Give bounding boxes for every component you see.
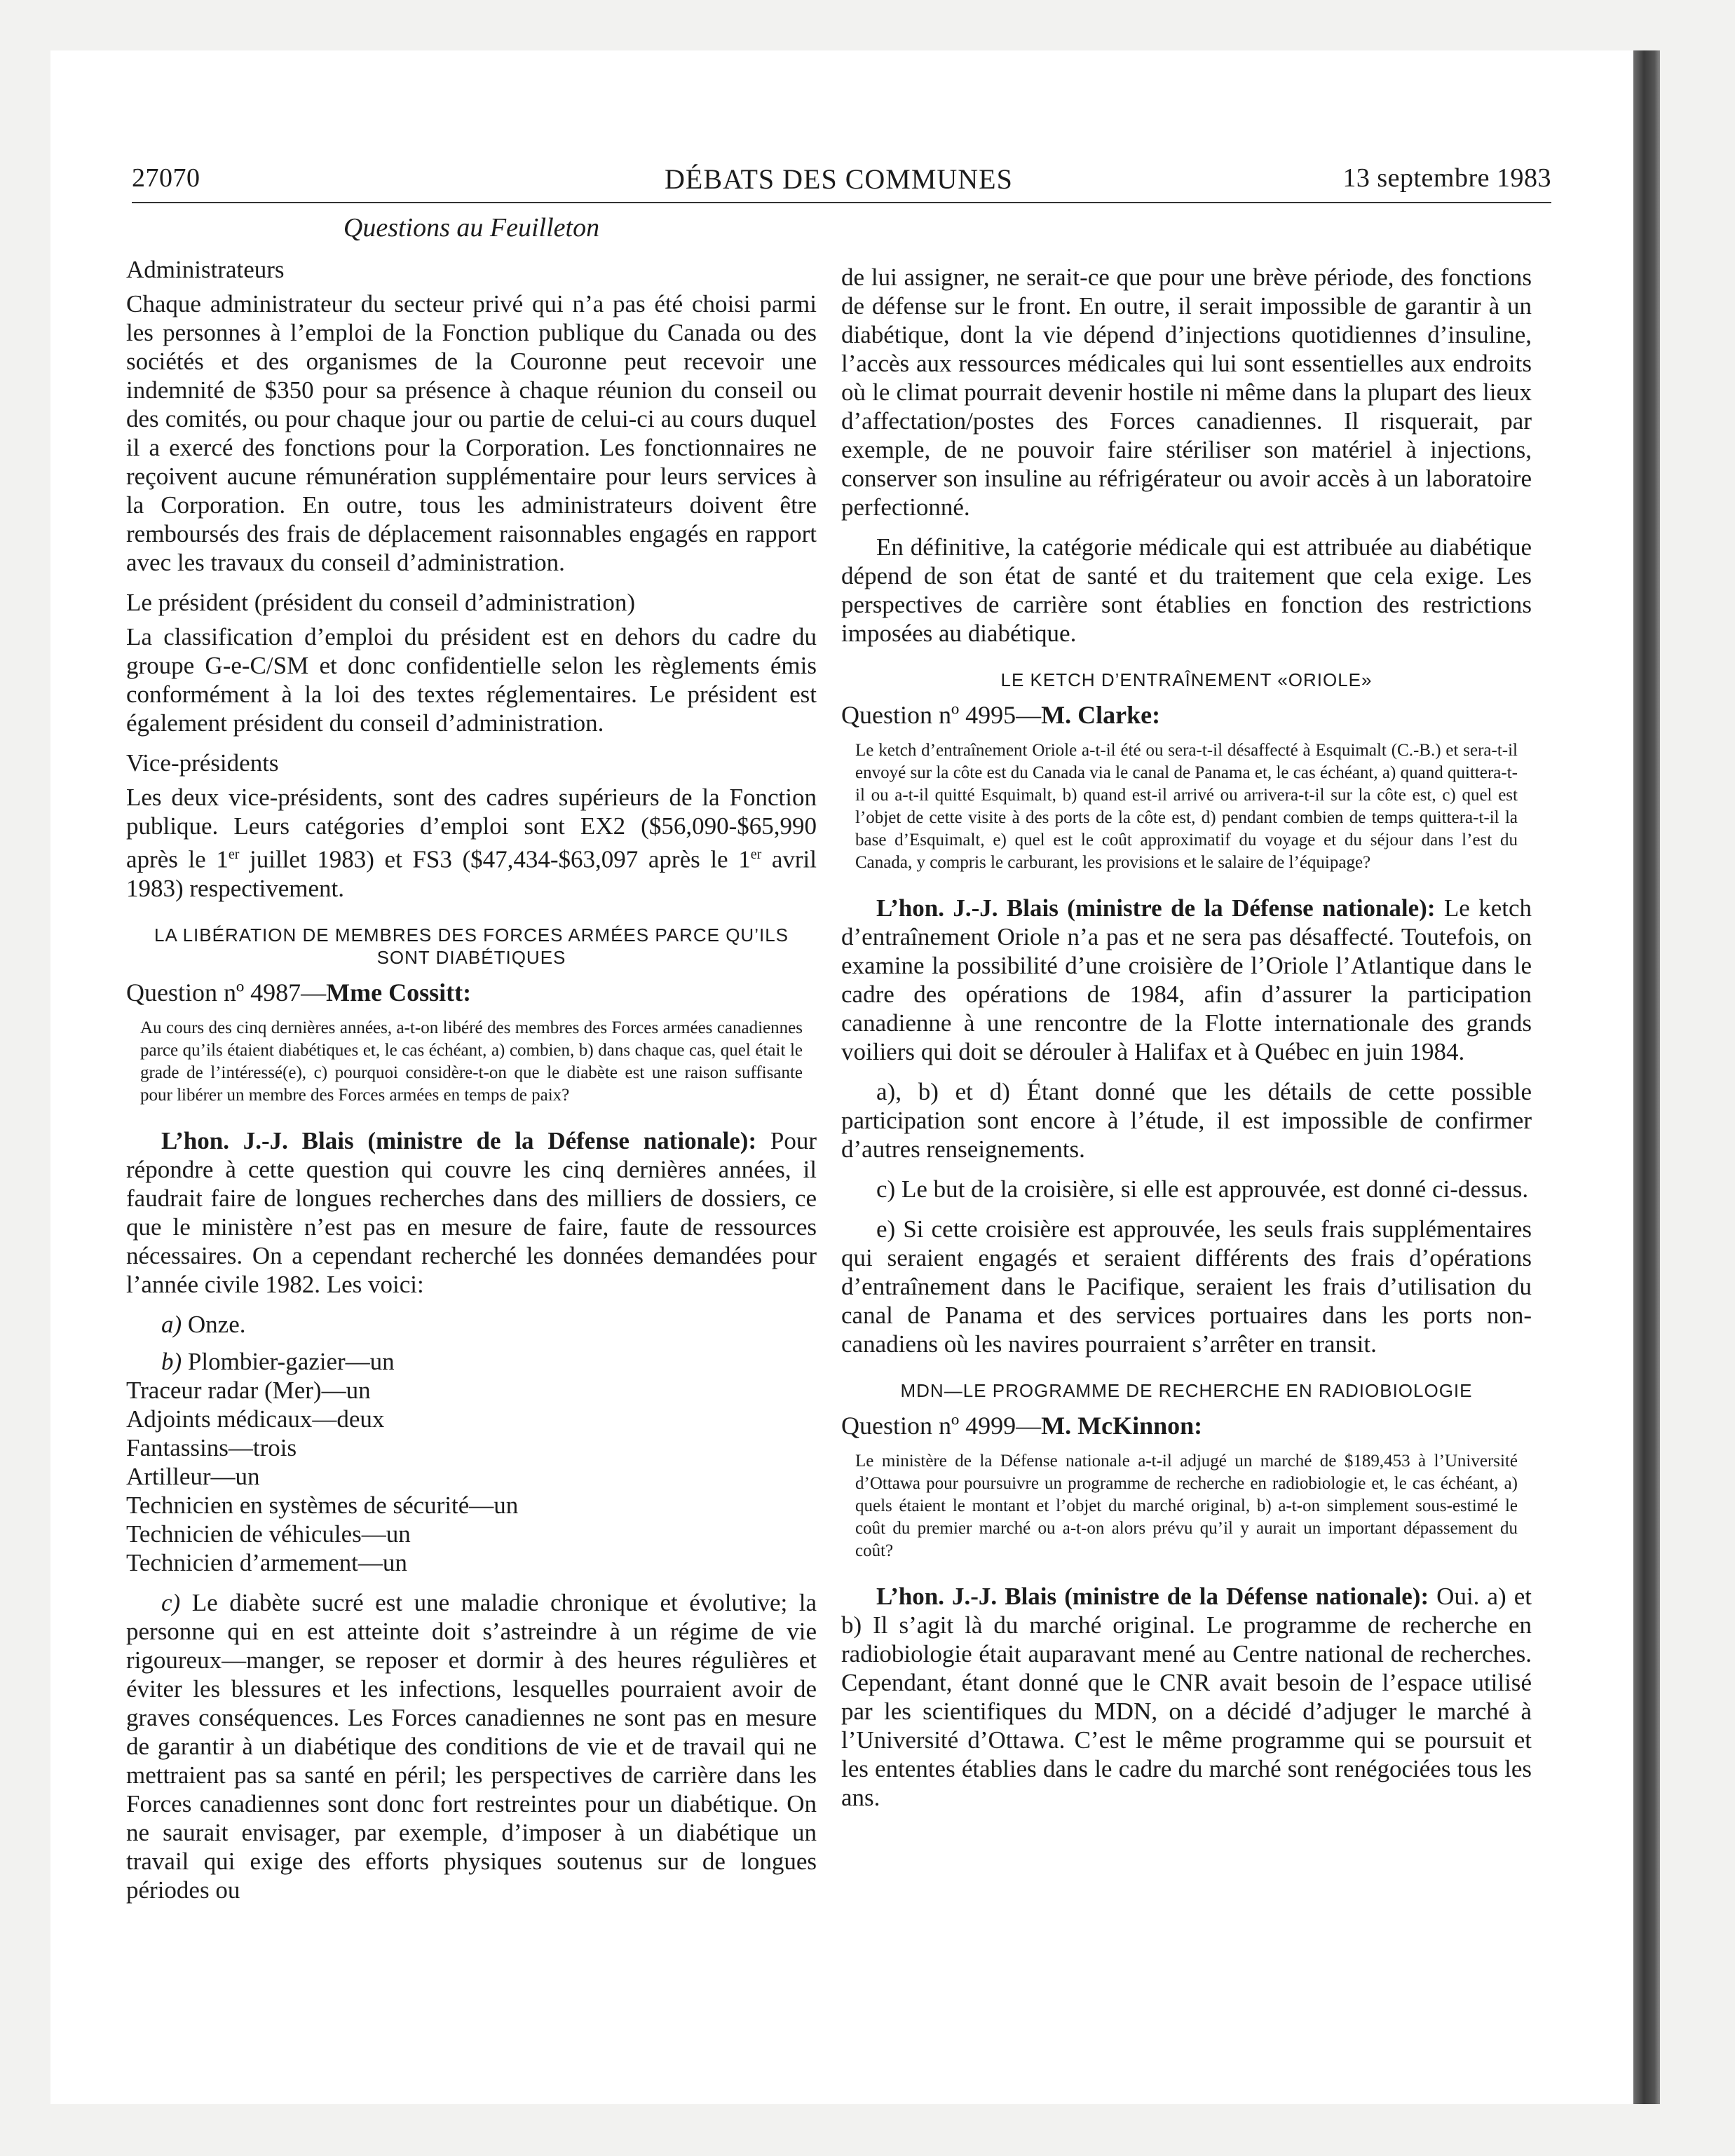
question-4999-line [841,1412,1532,1440]
question-number: Question nº 4995— [841,701,1042,729]
answer-c [126,1588,817,1904]
answer-text: Le ketch d’entraînement Oriole n’a pas et ne sera pas désaffecté. Toutefois, on examine la possibilité d’une croisière de l’Oriole l’Atlantique dans le cadre des opérations de 1984, afin d’assurer la participation canadienne à une rencontre de la Flotte internationale des grands voiliers qui doit se dérouler à Halifax et à Québec en juin 1984. [841,894,1532,1065]
answer-4995-c: c) Le but de la croisière, si elle est approuvée, est donné ci-dessus. [876,1175,1529,1203]
answer-speaker: L’hon. J.-J. Blais (ministre de la Défense nationale): [876,894,1436,922]
caps-heading-liberation: LA LIBÉRATION DE MEMBRES DES FORCES ARMÉES PARCE QU’ILS SONT DIABÉTIQUES [154,924,789,968]
question-4999-text: Le ministère de la Défense nationale a-t-il adjugé un marché de $189,453 à l’Université d’Ottawa pour poursuivre un programme de recherche en radiobiologie et, le cas échéant, a) quels étaient le montant et l’objet du marché original, b) a-t-on simplement sous-estimé le coût du premier marché ou a-t-on alors prévu qu’il y aurait un important dépassement du coût? [855,1452,1518,1560]
question-member: Mme Cossitt: [326,978,472,1007]
heading-administrateurs: Administrateurs [126,256,285,283]
answer-a-label: a) [161,1310,182,1338]
answer-c-label: c) [161,1588,181,1616]
section-title: Questions au Feuilleton [343,213,600,243]
answer-speaker: L’hon. J.-J. Blais (ministre de la Défense nationale): [161,1126,757,1154]
answer-text: Oui. a) et b) Il s’agit là du marché original. Le programme de recherche en radiobiologie était auparavant mené au Centre national de recherches. Cependant, étant donné que le CNR avait besoin de l’espace utilisé par les scientifiques du MDN, on a décidé d’adjuger le marché à l’Université d’Ottawa. C’est le même programme qui se poursuit et les ententes établies dans le cadre du marché sont renégociées tous les ans. [841,1583,1532,1811]
heading-president: Le président (président du conseil d’administration) [126,589,636,616]
vp-text-1: Les deux vice-présidents, sont des cadres supérieurs de la Fonction publique. Leurs catégories d’emploi sont EX2 ($56,090-$65,990 après le 1 [126,784,817,873]
question-member: M. McKinnon: [1041,1412,1203,1440]
list-item: Technicien de véhicules—un [126,1520,411,1548]
vp-text-2: juillet 1983) et FS3 ($47,434-$63,097 après le 1 [239,845,751,873]
page-number: 27070 [132,163,200,193]
question-member: M. Clarke: [1041,701,1161,729]
caps-heading-oriole: LE KETCH D’ENTRAÎNEMENT «ORIOLE» [1000,669,1373,690]
vp-text-3: avril 1983) respectivement. [126,845,817,902]
page-header [132,160,1551,203]
paragraph-president: La classification d’emploi du président est en dehors du cadre du groupe G-e-C/SM et donc confidentielle selon les règlements émis conformément à la loi des textes réglementaires. Le président est également président du conseil d’administration. [126,623,817,737]
paragraph-administrateurs: Chaque administrateur du secteur privé qui n’a pas été choisi parmi les personnes à l’emploi de la Fonction publique du Canada ou des sociétés et des organismes de la Couronne peut recevoir une indemnité de $350 pour sa présence à chaque réunion du conseil ou des comités, ou pour chaque jour ou partie de celui-ci au cours duquel il a exercé des fonctions pour la Corporation. Les fonctionnaires ne reçoivent aucune rémunération supplémentaire pour leurs services à la Corporation. En outre, tous les administrateurs doivent être remboursés des frais de déplacement raisonnables engagés en rapport avec les travaux du conseil d’administration. [126,290,817,576]
paragraph-continuation: de lui assigner, ne serait-ce que pour une brève période, des fonctions de défense sur le front. En outre, il serait impossible de garantir à un diabétique, dont la vie dépend d’injections quotidiennes d’insuline, l’accès aux ressources médicales qui lui sont essentielles aux endroits où le climat pourrait devenir hostile ni même dans la plupart des lieux d’affectation/postes des Forces canadiennes. Il risquerait, par exemple, de ne pouvoir faire stériliser son matériel à injections, conserver son insuline au réfrigérateur ou avoir accès à un laboratoire perfectionné. [841,264,1532,521]
list-item: Traceur radar (Mer)—un [126,1376,371,1404]
question-4995-text: Le ketch d’entraînement Oriole a-t-il été ou sera-t-il désaffecté à Esquimalt (C.-B.) et sera-t-il envoyé sur la côte est du Canada via le canal de Panama et, le cas échéant, a) quand quittera-t-il ou a-t-il quitté Esquimalt, b) quand est-il arrivé ou arrivera-t-il sur la côte est, c) quel est l’objet de cette visite à des ports de la côte est, d) pendant combien de temps quittera-t-il la base d’Esquimalt, e) quel est le coût approximatif du voyage et du séjour dans l’est du Canada, y compris le carburant, les provisions et le salaire de l’équipage? [855,741,1518,872]
scan-edge [1633,50,1660,2104]
answer-4987 [126,1126,817,1299]
answer-a-text: Onze. [182,1310,246,1338]
question-number: Question nº 4987— [126,978,327,1007]
answer-text: Pour répondre à cette question qui couvre les cinq dernières années, il faudrait faire de longues recherches dans des milliers de dossiers, ce que le ministère n’est pas en mesure de faire, faute de ressources nécessaires. On a cependant recherché les données demandées pour l’année civile 1982. Les voici: [126,1126,817,1298]
answer-b-first [126,1347,817,1376]
answer-b-text: Plombier-gazier—un [182,1347,395,1375]
answer-b-list [126,1347,817,1577]
page-date: 13 septembre 1983 [1342,163,1551,193]
answer-b-label: b) [161,1347,182,1375]
answer-4995 [841,894,1532,1066]
list-item: Fantassins—trois [126,1433,297,1461]
question-4995-line [841,701,1532,730]
list-item: Technicien d’armement—un [126,1548,407,1576]
heading-vice-presidents: Vice-présidents [126,749,279,777]
paragraph-vice-presidents [126,783,817,903]
answer-c-text: Le diabète sucré est une maladie chronique et évolutive; la personne qui en est atteinte doit s’astreindre à un régime de vie rigoureux—manger, se reposer et dormir à des heures régulières et éviter les blessures et les infections, lesquelles pourraient avoir de graves conséquences. Les Forces canadiennes ne sont pas en mesure de garantir à un diabétique des conditions de vie et de travail qui ne mettraient pas sa santé en péril; les perspectives de carrière dans les Forces canadiennes sont donc fort restreintes pour un diabétique. On ne saurait envisager, par exemple, d’imposer à un diabétique un travail qui exige des efforts physiques soutenus sur de longues périodes ou [126,1588,817,1904]
answer-4995-e: e) Si cette croisière est approuvée, les seuls frais supplémentaires qui seraient engagés et seraient différents des frais d’opérations d’entraînement dans le Pacifique, seraient les frais d’utilisation du canal de Panama et des services portuaires dans les ports non-canadiens où les navires pourraient s’arrêter en transit. [841,1215,1532,1358]
list-item: Technicien en systèmes de sécurité—un [126,1491,519,1519]
right-column [841,263,1532,1823]
answer-4999 [841,1582,1532,1812]
vp-sup-2: er [750,847,762,862]
left-column [126,214,817,1904]
caps-heading-mdn: MDN—LE PROGRAMME DE RECHERCHE EN RADIOBIOLOGIE [900,1380,1473,1401]
question-number: Question nº 4999— [841,1412,1042,1440]
answer-4995-abd: a), b) et d) Étant donné que les détails de cette possible participation sont encore à l’étude, il est impossible de confirmer d’autres renseignements. [841,1078,1532,1163]
answer-a [126,1310,817,1339]
publication-title: DÉBATS DES COMMUNES [665,163,1013,195]
vp-sup-1: er [228,847,240,862]
paragraph-definitive: En définitive, la catégorie médicale qui est attribuée au diabétique dépend de son état de santé et du traitement que cela exige. Les perspectives de carrière sont établies en fonction des restrictions imposées au diabétique. [841,533,1532,647]
answer-speaker: L’hon. J.-J. Blais (ministre de la Défense nationale): [876,1583,1429,1610]
list-item: Adjoints médicaux—deux [126,1405,385,1433]
question-4987-line [126,978,817,1007]
list-item: Artilleur—un [126,1462,260,1490]
question-4987-text: Au cours des cinq dernières années, a-t-on libéré des membres des Forces armées canadiennes parce qu’ils étaient diabétiques et, le cas échéant, a) combien, b) dans chaque cas, quel était le grade de l’intéressé(e), c) pourquoi considère-t-on que le diabète est une raison suffisante pour libérer un membre des Forces armées en temps de paix? [140,1018,803,1105]
